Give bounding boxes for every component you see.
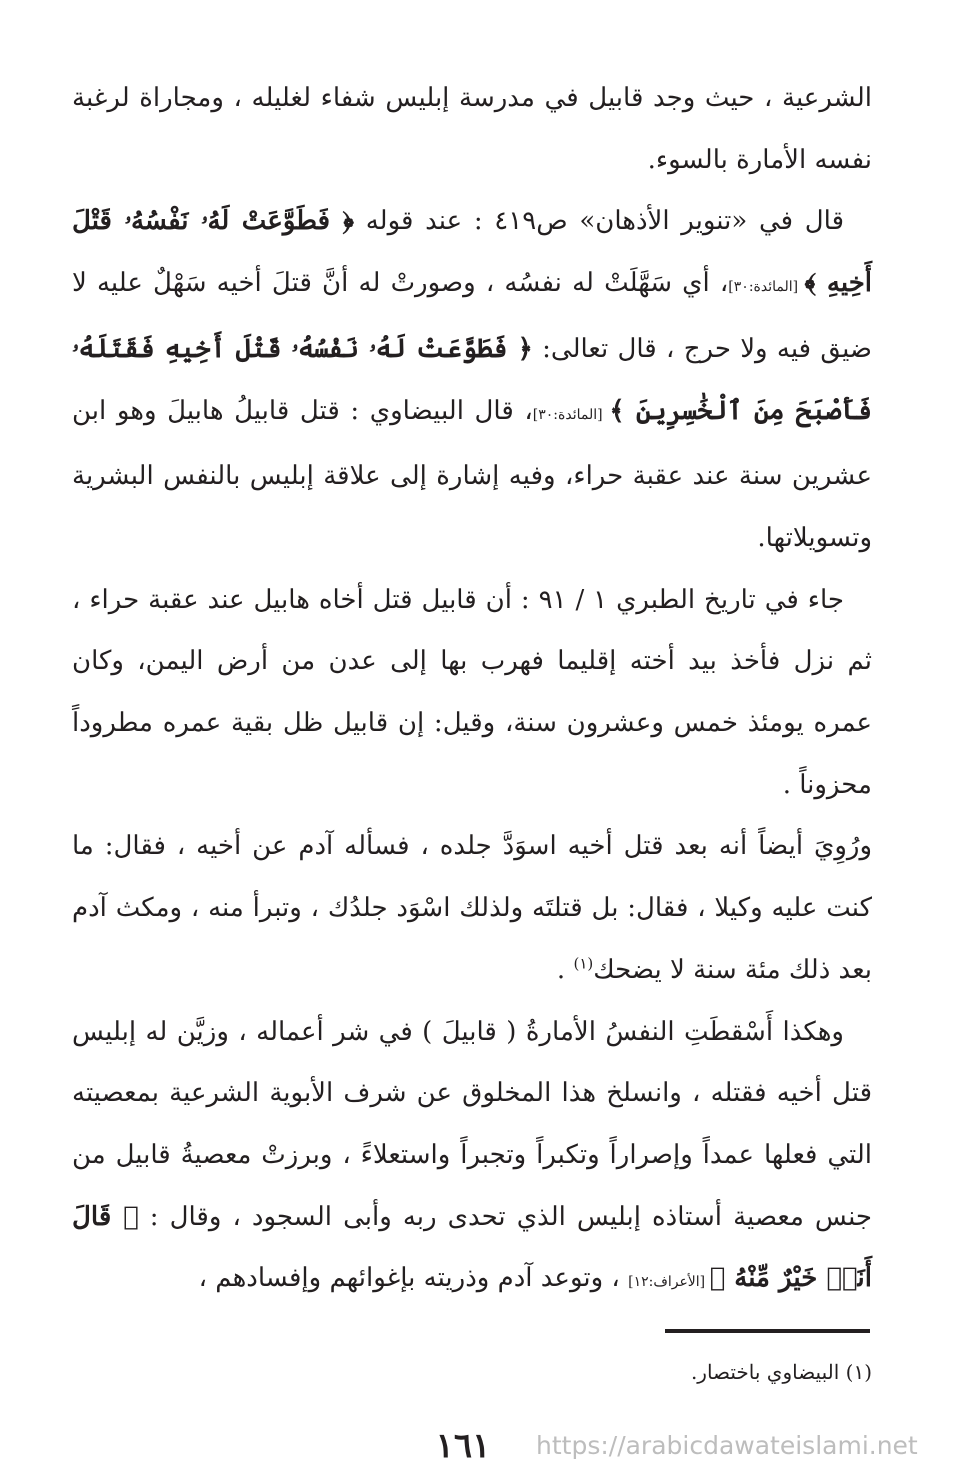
body-text: ، قال البيضاوي : قتل قابيلُ هابيلَ وهو ابن عشرين سنة عند عقبة حراء، وفيه إشارة إلى علاقة إبليس بالنفس البشرية وتسويلاتها.	[72, 395, 872, 553]
body-text: ورُوِيَ أيضاً أنه بعد قتل أخيه اسوَدَّ جلده ، فسأله آدم عن أخيه ، فقال: ما كنت عليه وكيلا ، فقال: بل قتلتَه ولذلك اسْوَد جلدُك ، وتبرأ منه ، ومكث آدم بعد ذلك مئة سنة لا يضحك	[72, 831, 872, 985]
body-text: جاء في تاريخ الطبري ١ / ٩١ : أن قابيل قتل أخاه هابيل عند عقبة حراء ، ثم نزل فأخذ بيد أخته إقليما فهرب بها إلى عدن من أرض اليمن، وكان عمره يومئذ خمس وعشرون سنة، وقيل: إن قابيل ظل بقية عمره مطروداً محزوناً .	[72, 584, 872, 800]
paragraph	[72, 191, 872, 569]
verse-citation: [المائدة:٣٠]	[728, 279, 805, 296]
paragraph	[72, 570, 872, 817]
footnote-separator	[665, 1329, 870, 1333]
body-text: .	[556, 954, 574, 985]
quran-verse: ﴿ فَطَوَّعَتْ لَهُۥ نَفْسُهُۥ قَتْلَ أَخِيهِ ﴾	[72, 206, 872, 299]
main-text	[72, 68, 872, 1314]
footnote: (١) البيضاوي باختصار.	[690, 1360, 872, 1384]
body-text: ، أي سَهَّلَتْ له نفسُه ، وصورتْ له أنَّ قتلَ أخيه سَهْلٌ عليه لا ضيق فيه ولا حرج ، قال تعالى:	[72, 268, 872, 364]
paragraph	[72, 68, 872, 191]
page-number: ١٦١	[435, 1426, 491, 1466]
body-text: الشرعية ، حيث وجد قابيل في مدرسة إبليس شفاء لغليله ، ومجاراة لرغبة نفسه الأمارة بالسوء.	[72, 83, 872, 175]
quran-verse: ﴿ فَطَوَّعَتْ لَهُۥ نَفْسُهُۥ قَتْلَ أَخِيهِ فَقَتَلَهُۥ فَأَصْبَحَ مِنَ ٱلْخَٰسِرِينَ ﴾	[72, 333, 873, 426]
quran-verse: ﴿ قَالَ أَنَا۠ خَيْرٌ مِّنْهُ ﴾	[72, 1201, 872, 1294]
watermark-url[interactable]: https://arabicdawateislami.net	[536, 1431, 918, 1460]
footnote-reference: (١)	[573, 954, 594, 973]
body-text: وهكذا أَسْقطَتِ النفسُ الأمارةُ ( قابيلَ ) في شر أعماله ، وزيَّن له إبليس قتل أخيه فقتله ، وانسلخ هذا المخلوق عن شرف الأبوية الشرعية بمعصيته التي فعلها عمداً وإصراراً وتكبراً وتجبراً واستعلاءً ، وبرزتْ معصيةُ قابيل من جنس معصية أستاذه إبليس الذي تحدى ربه وأبى السجود ، وقال :	[72, 1016, 872, 1232]
body-text: ، وتوعد آدم وذريته بإغوائهم وإفسادهم ،	[198, 1263, 629, 1294]
verse-citation: [المائدة:٣٠]	[532, 406, 610, 423]
verse-citation: [الأعراف:١٢]	[628, 1274, 710, 1291]
paragraph	[72, 816, 872, 1001]
paragraph	[72, 1002, 872, 1315]
body-text: قال في «تنوير الأذهان» ص٤١٩ : عند قوله	[354, 206, 844, 237]
